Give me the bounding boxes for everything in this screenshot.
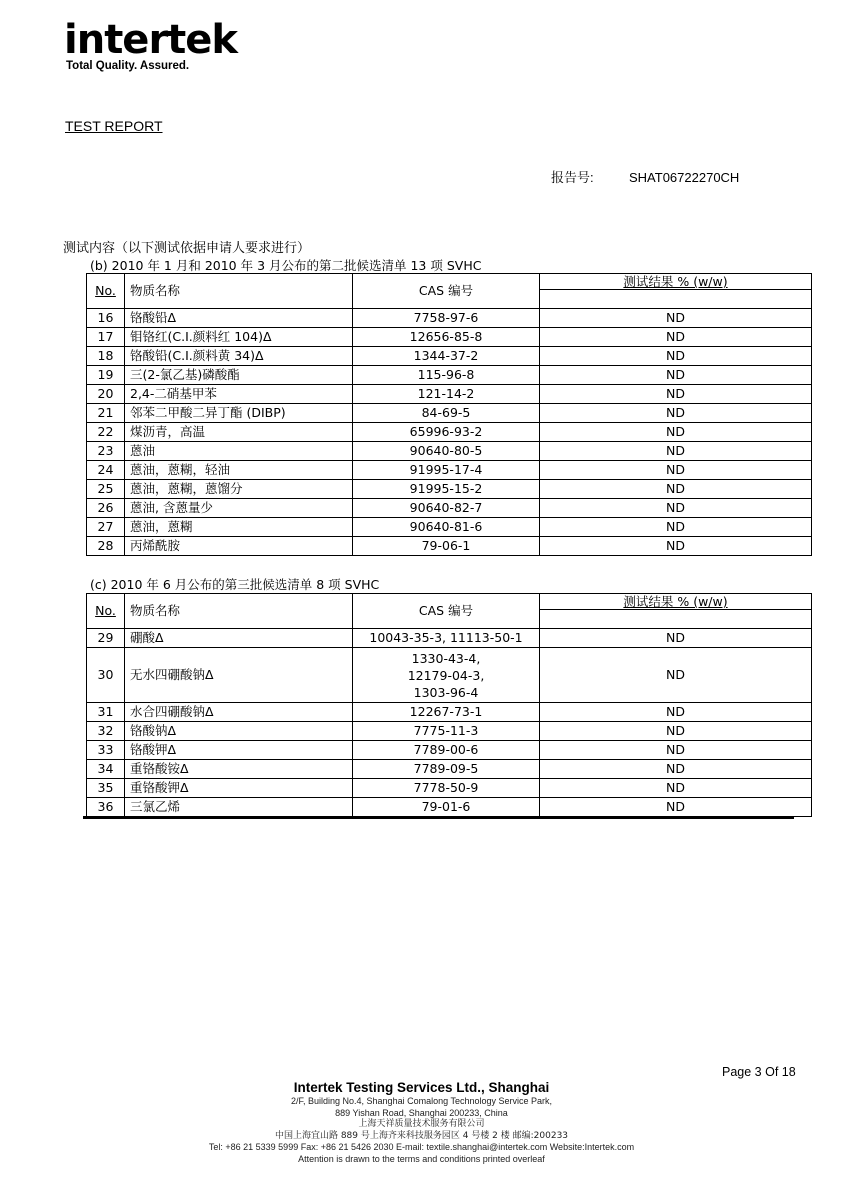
table-row [87,648,812,703]
table-row [87,385,812,404]
cell-result: ND [540,499,812,518]
table-row [87,461,812,480]
cell-result: ND [540,629,812,648]
footer-company: Intertek Testing Services Ltd., Shanghai [293,1080,550,1095]
header-name: 物质名称 [125,274,353,309]
cell-result: ND [540,703,812,722]
cell-cas: 91995-15-2 [353,480,540,499]
table-row [87,499,812,518]
cell-no: 22 [87,423,125,442]
table-row [87,518,812,537]
cell-cas: 7758-97-6 [353,309,540,328]
cell-result: ND [540,442,812,461]
cell-name: 铬酸钾Δ [125,741,353,760]
cell-result: ND [540,537,812,556]
cell-name: 铬酸铅Δ [125,309,353,328]
cell-no: 16 [87,309,125,328]
cell-cas: 90640-82-7 [353,499,540,518]
cell-result: ND [540,309,812,328]
cell-no: 21 [87,404,125,423]
cell-cas: 79-01-6 [353,798,540,817]
cell-name: 三(2-氯乙基)磷酸酯 [125,366,353,385]
cell-no: 30 [87,648,125,703]
cell-name: 三氯乙烯 [125,798,353,817]
section-c-title: (c) 2010 年 6 月公布的第三批候选清单 8 项 SVHC [90,577,380,592]
cell-no: 34 [87,760,125,779]
table-row [87,328,812,347]
cell-name: 丙烯酰胺 [125,537,353,556]
cell-cas: 90640-80-5 [353,442,540,461]
cell-result: ND [540,518,812,537]
cell-cas: 7778-50-9 [353,779,540,798]
cell-no: 17 [87,328,125,347]
cell-cas: 90640-81-6 [353,518,540,537]
cell-result: ND [540,798,812,817]
cell-name: 重铬酸铵Δ [125,760,353,779]
header-cas: CAS 编号 [353,274,540,309]
cell-name: 铬酸铅(C.I.颜料黄 34)Δ [125,347,353,366]
logo-wordmark: intertek [64,17,238,63]
cell-name: 无水四硼酸钠Δ [125,648,353,703]
logo-tagline: Total Quality. Assured. [66,60,190,72]
cell-name: 水合四硼酸钠Δ [125,703,353,722]
cell-name: 邻苯二甲酸二异丁酯 (DIBP) [125,404,353,423]
footer-company-cn: 上海天祥质量技术服务有限公司 [358,1119,485,1129]
cell-result: ND [540,779,812,798]
cell-no: 33 [87,741,125,760]
table-row [87,779,812,798]
table-row [87,366,812,385]
cell-cas: 84-69-5 [353,404,540,423]
table-row [87,309,812,328]
cell-result: ND [540,404,812,423]
header-cas: CAS 编号 [353,594,540,629]
cell-name: 钼铬红(C.I.颜料红 104)Δ [125,328,353,347]
cell-cas: 79-06-1 [353,537,540,556]
cell-no: 28 [87,537,125,556]
cell-no: 31 [87,703,125,722]
cell-name: 蒽油，蒽糊 [125,518,353,537]
footer-disclaimer: Attention is drawn to the terms and conditions printed overleaf [298,1153,545,1164]
cell-result: ND [540,347,812,366]
cell-result: ND [540,722,812,741]
header-result-label: 测试结果 % (w/w) [623,594,728,609]
table-row [87,760,812,779]
cell-name: 蒽油，蒽糊，轻油 [125,461,353,480]
header-result-label: 测试结果 % (w/w) [623,274,728,289]
report-number-value: SHAT06722270CH [629,170,740,185]
cell-cas: 1344-37-2 [353,347,540,366]
cell-no: 25 [87,480,125,499]
cell-no: 26 [87,499,125,518]
table-row [87,423,812,442]
cell-name: 铬酸钠Δ [125,722,353,741]
intertek-logo [64,18,237,72]
report-number-label: 报告号: [551,170,594,185]
cell-result: ND [540,366,812,385]
footer-address-cn: 中国上海宜山路 889 号上海齐来科技服务园区 4 号楼 2 楼 邮编:200233 [274,1130,569,1141]
cell-name: 重铬酸钾Δ [125,779,353,798]
header-no: No. [87,274,125,309]
cell-cas: 65996-93-2 [353,423,540,442]
content-title: 测试内容（以下测试依据申请人要求进行） [63,241,311,256]
cell-name: 煤沥青，高温 [125,423,353,442]
header-name: 物质名称 [125,594,353,629]
header-result [540,594,812,629]
table-row [87,404,812,423]
table-row [87,703,812,722]
footer [0,1080,843,1165]
cell-no: 19 [87,366,125,385]
cell-cas: 12656-85-8 [353,328,540,347]
table-row [87,629,812,648]
cell-no: 24 [87,461,125,480]
cell-cas: 7775-11-3 [353,722,540,741]
cell-cas: 10043-35-3, 11113-50-1 [353,629,540,648]
report-title: TEST REPORT [65,118,163,134]
cell-result: ND [540,648,812,703]
table-row [87,741,812,760]
cell-name: 蒽油, 含蒽量少 [125,499,353,518]
cell-cas: 7789-00-6 [353,741,540,760]
table-row [87,798,812,817]
section-c-table [86,593,812,817]
cell-no: 23 [87,442,125,461]
cell-no: 27 [87,518,125,537]
cell-no: 20 [87,385,125,404]
cell-no: 32 [87,722,125,741]
cell-name: 蒽油 [125,442,353,461]
footer-address-line1: 2/F, Building No.4, Shanghai Comalong Technology Service Park, [291,1096,552,1106]
table-header-row [87,274,812,309]
cell-result: ND [540,760,812,779]
cas-line: 12179-04-3, [407,667,485,683]
table-row [87,347,812,366]
cell-cas: 12267-73-1 [353,703,540,722]
page-number: Page 3 Of 18 [722,1065,796,1079]
header-result [540,274,812,309]
cell-no: 29 [87,629,125,648]
report-number [551,167,739,186]
cell-name: 2,4-二硝基甲苯 [125,385,353,404]
cell-no: 36 [87,798,125,817]
table-header-row [87,594,812,629]
cell-cas: 91995-17-4 [353,461,540,480]
table-row [87,442,812,461]
cell-result: ND [540,328,812,347]
cell-result: ND [540,480,812,499]
cas-line: 1330-43-4, [411,650,481,666]
footer-address-line2: 889 Yishan Road, Shanghai 200233, China [335,1107,508,1118]
cell-result: ND [540,741,812,760]
header-no: No. [87,594,125,629]
cell-no: 35 [87,779,125,798]
table-end-rule [83,816,794,819]
table-row [87,537,812,556]
cell-result: ND [540,461,812,480]
cell-cas [353,648,540,703]
cell-no: 18 [87,347,125,366]
table-row [87,480,812,499]
cell-name: 蒽油，蒽糊，蒽馏分 [125,480,353,499]
cell-cas: 115-96-8 [353,366,540,385]
cell-cas: 7789-09-5 [353,760,540,779]
cell-name: 硼酸Δ [125,629,353,648]
section-b-table [86,273,812,556]
section-b-title: (b) 2010 年 1 月和 2010 年 3 月公布的第二批候选清单 13 项 SVHC [90,258,482,273]
table-row [87,722,812,741]
cell-result: ND [540,385,812,404]
cas-line: 1303-96-4 [413,684,479,700]
cell-cas: 121-14-2 [353,385,540,404]
cell-result: ND [540,423,812,442]
footer-contact: Tel: +86 21 5339 5999 Fax: +86 21 5426 2030 E-mail: textile.shanghai@intertek.com Website:Intertek.com [208,1142,635,1152]
